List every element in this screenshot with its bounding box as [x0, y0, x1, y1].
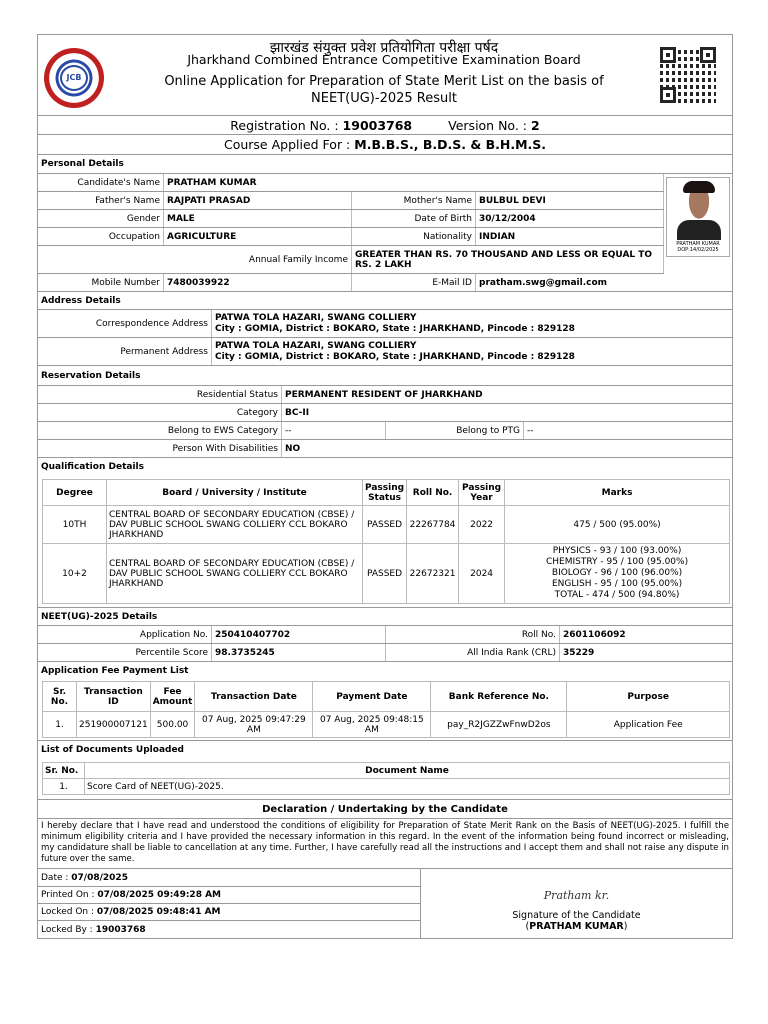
- qr-finder-icon: [660, 47, 676, 63]
- occupation-label: Occupation: [38, 228, 164, 245]
- reservation-section-title: Reservation Details: [38, 366, 732, 386]
- marks-line: BIOLOGY - 96 / 100 (96.00%): [551, 568, 683, 578]
- locked-by-value: 19003768: [95, 925, 146, 935]
- neet-app-value: 250410407702: [212, 626, 386, 643]
- version-number: 2: [531, 117, 540, 133]
- reg-number: 19003768: [342, 117, 413, 133]
- locked-by-row: [38, 921, 420, 939]
- table-row: [43, 544, 730, 604]
- mother-value: BULBUL DEVI: [476, 192, 664, 209]
- qual-year: 2024: [459, 544, 505, 604]
- candidate-photo: [666, 177, 730, 257]
- candidate-name-row: [38, 174, 664, 192]
- fee-header: Transaction ID: [77, 682, 151, 712]
- rank-label: All India Rank (CRL): [386, 644, 560, 661]
- mother-label: Mother's Name: [352, 192, 476, 209]
- course-value: M.B.B.S., B.D.S. & B.H.M.S.: [354, 137, 547, 152]
- logo-text: JCB: [60, 65, 88, 91]
- doc-header: Document Name: [85, 763, 730, 779]
- fee-header-row: [43, 682, 730, 712]
- course-row: [38, 135, 732, 155]
- qual-board: CENTRAL BOARD OF SECONDARY EDUCATION (CBSE) / DAV PUBLIC SCHOOL SWANG COLLIERY CCL BOKARO JHARKHAND: [107, 506, 363, 544]
- qual-marks: [505, 544, 730, 604]
- rank-value: 35229: [563, 647, 595, 658]
- locked-by-field: [38, 921, 420, 939]
- ptg-value: --: [527, 425, 534, 436]
- doc-header: Sr. No.: [43, 763, 85, 779]
- qual-degree: 10TH: [43, 506, 107, 544]
- corr-line2: City : GOMIA, District : BOKARO, State : JHARKHAND, Pincode : 829128: [215, 323, 575, 334]
- qualification-section-title: Qualification Details: [41, 462, 144, 472]
- income-label: Annual Family Income: [38, 246, 352, 273]
- address-section-title: Address Details: [38, 292, 732, 310]
- signature-name-wrap: (PRATHAM KUMAR): [525, 921, 628, 932]
- qual-degree: 10+2: [43, 544, 107, 604]
- signature-label: Signature of the Candidate: [512, 910, 641, 921]
- perm-value: [212, 338, 732, 365]
- corr-line1: PATWA TOLA HAZARI, SWANG COLLIERY: [215, 312, 417, 323]
- permanent-row: [38, 338, 732, 366]
- qr-finder-icon: [700, 47, 716, 63]
- subtitle-line2: NEET(UG)-2025 Result: [311, 91, 457, 106]
- qual-header: Roll No.: [407, 480, 459, 506]
- qual-status: PASSED: [363, 506, 407, 544]
- mobile-value: 7480039922: [164, 274, 352, 291]
- application-form: [37, 34, 733, 939]
- ews-value: --: [282, 422, 386, 439]
- corr-label: Correspondence Address: [38, 310, 212, 337]
- qual-status: PASSED: [363, 544, 407, 604]
- locked-by-label: Locked By :: [41, 925, 93, 935]
- version-label: Version No. :: [448, 117, 528, 133]
- fee-purpose: Application Fee: [567, 712, 730, 738]
- qual-year: 2022: [459, 506, 505, 544]
- income-value: GREATER THAN RS. 70 THOUSAND AND LESS OR EQUAL TO RS. 2 LAKH: [352, 246, 664, 273]
- photo-hair: [683, 181, 715, 193]
- ptg-label: Belong to PTG: [386, 422, 524, 439]
- printed-value: 07/08/2025 09:49:28 AM: [97, 890, 222, 900]
- residential-row: [38, 386, 732, 404]
- fee-header: Bank Reference No.: [431, 682, 567, 712]
- title-hindi: झारखंड संयुक्त प्रवेश प्रतियोगिता परीक्षा पर्षद: [269, 40, 499, 56]
- marks-line: TOTAL - 474 / 500 (94.80%): [554, 590, 680, 600]
- occupation-value: AGRICULTURE: [164, 228, 352, 245]
- father-label: Father's Name: [38, 192, 164, 209]
- printed-row: [38, 887, 420, 904]
- pwd-row: [38, 440, 732, 458]
- subtitle-line1: Online Application for Preparation of State Merit List on the basis of: [164, 74, 604, 89]
- title-english: Jharkhand Combined Entrance Competitive Examination Board: [187, 52, 581, 67]
- date-field: [38, 869, 420, 886]
- mobile-label: Mobile Number: [38, 274, 164, 291]
- fee-amount: 500.00: [150, 712, 195, 738]
- marks-line: ENGLISH - 95 / 100 (95.00%): [551, 579, 683, 589]
- neet-app-row: [38, 626, 732, 644]
- qual-header: Passing Year: [459, 480, 505, 506]
- fee-header: Fee Amount: [150, 682, 195, 712]
- form-header: [38, 35, 732, 116]
- perm-line2: City : GOMIA, District : BOKARO, State : JHARKHAND, Pincode : 829128: [215, 351, 575, 362]
- qualification-header-row: [43, 480, 730, 506]
- candidate-name-label: Candidate's Name: [38, 174, 164, 191]
- gender-label: Gender: [38, 210, 164, 227]
- doc-name: Score Card of NEET(UG)-2025.: [85, 779, 730, 795]
- signature-block: [420, 869, 732, 939]
- course-label: Course Applied For :: [223, 137, 351, 152]
- qual-header: Passing Status: [363, 480, 407, 506]
- qr-code-icon: [660, 47, 716, 103]
- qualification-table: [42, 479, 730, 604]
- declaration-text: I hereby declare that I have read and understood the conditions of eligibility for Preparation of State Merit Rank on the Basis of NEET(UG)-2025. I fulfill the minimum eligibility criteria and I have provided the necessary information in this regard. In the event of the information being found incorrect or misleading, my candidature shall be liable to cancellation at any time. Further, I have carefully read all the instructions and I accept them and shall not raise any dispute in future over the same.: [38, 819, 732, 869]
- nationality-label: Nationality: [352, 228, 476, 245]
- fee-header: Purpose: [567, 682, 730, 712]
- income-row: [38, 246, 664, 274]
- photo-caption-date: DOP:14/02/2025: [677, 247, 719, 253]
- qual-roll: 22267784: [407, 506, 459, 544]
- fee-sr: 1.: [43, 712, 77, 738]
- corr-value: [212, 310, 732, 337]
- declaration-title: Declaration / Undertaking by the Candidate: [38, 800, 732, 819]
- neet-roll-label: Roll No.: [386, 626, 560, 643]
- documents-table: [42, 762, 730, 795]
- locked-on-field: [38, 904, 420, 920]
- printed-field: [38, 887, 420, 903]
- table-row: [43, 779, 730, 795]
- perm-label: Permanent Address: [38, 338, 212, 365]
- qual-header: Board / University / Institute: [107, 480, 363, 506]
- signature-image: Pratham kr.: [543, 889, 610, 902]
- qual-header: Marks: [505, 480, 730, 506]
- category-value: BC-II: [285, 407, 310, 418]
- percentile-value: 98.3735245: [212, 644, 386, 661]
- fee-txn-date: 07 Aug, 2025 09:47:29 AM: [195, 712, 313, 738]
- fee-table: [42, 681, 730, 738]
- parents-row: [38, 192, 664, 210]
- qual-board: CENTRAL BOARD OF SECONDARY EDUCATION (CBSE) / DAV PUBLIC SCHOOL SWANG COLLIERY CCL BOKARO JHARKHAND: [107, 544, 363, 604]
- neet-app-label: Application No.: [38, 626, 212, 643]
- category-row: [38, 404, 732, 422]
- category-label: Category: [38, 404, 282, 421]
- neet-section-title: NEET(UG)-2025 Details: [38, 608, 732, 626]
- date-row: [38, 869, 420, 887]
- qual-roll: 22672321: [407, 544, 459, 604]
- table-row: [43, 712, 730, 738]
- reg-label: Registration No. :: [230, 117, 339, 133]
- date-value: 07/08/2025: [71, 872, 128, 883]
- dob-value: 30/12/2004: [476, 210, 664, 227]
- pwd-label: Person With Disabilities: [38, 440, 282, 457]
- photo-shirt: [677, 220, 721, 240]
- qual-header: Degree: [43, 480, 107, 506]
- ews-label: Belong to EWS Category: [38, 422, 282, 439]
- registration-row: [38, 116, 732, 135]
- photo-caption-name: PRATHAM KUMAR: [676, 241, 720, 247]
- fee-bank-ref: pay_R2JGZZwFnwD2os: [431, 712, 567, 738]
- father-value: RAJPATI PRASAD: [164, 192, 352, 209]
- qr-finder-icon: [660, 87, 676, 103]
- marks-line: PHYSICS - 93 / 100 (93.00%): [552, 546, 682, 556]
- ews-ptg-row: [38, 422, 732, 440]
- form-subtitle: [108, 73, 660, 107]
- residential-label: Residential Status: [38, 386, 282, 403]
- pwd-value: NO: [285, 443, 301, 454]
- contact-row: [38, 274, 732, 292]
- candidate-name-value: PRATHAM KUMAR: [164, 174, 664, 191]
- doc-sr: 1.: [43, 779, 85, 795]
- gender-value: MALE: [164, 210, 352, 227]
- photo-caption: [667, 241, 729, 253]
- locked-on-value: 07/08/2025 09:48:41 AM: [96, 907, 221, 917]
- occupation-row: [38, 228, 664, 246]
- table-row: [43, 506, 730, 544]
- fee-section-title: Application Fee Payment List: [41, 666, 189, 676]
- percentile-label: Percentile Score: [38, 644, 212, 661]
- printed-label: Printed On :: [41, 890, 95, 900]
- documents-header-row: [43, 763, 730, 779]
- nationality-value: INDIAN: [476, 228, 664, 245]
- fee-txn: 251900007121: [77, 712, 151, 738]
- fee-header: Sr. No.: [43, 682, 77, 712]
- email-value: pratham.swg@gmail.com: [479, 277, 608, 288]
- personal-section-title: Personal Details: [38, 155, 732, 174]
- dob-label: Date of Birth: [352, 210, 476, 227]
- fee-header: Payment Date: [313, 682, 431, 712]
- gender-row: [38, 210, 664, 228]
- date-label: Date :: [41, 872, 69, 883]
- signature-name: PRATHAM KUMAR: [529, 921, 624, 932]
- neet-roll-value: 2601106092: [563, 629, 626, 640]
- qual-marks: 475 / 500 (95.00%): [505, 506, 730, 544]
- residential-value: PERMANENT RESIDENT OF JHARKHAND: [285, 389, 483, 400]
- documents-section-title: List of Documents Uploaded: [41, 745, 185, 755]
- fee-header: Transaction Date: [195, 682, 313, 712]
- locked-on-row: [38, 904, 420, 921]
- marks-line: CHEMISTRY - 95 / 100 (95.00%): [545, 557, 689, 567]
- board-logo: [44, 48, 104, 108]
- perm-line1: PATWA TOLA HAZARI, SWANG COLLIERY: [215, 340, 417, 351]
- fee-pay-date: 07 Aug, 2025 09:48:15 AM: [313, 712, 431, 738]
- locked-on-label: Locked On :: [41, 907, 94, 917]
- email-label: E-Mail ID: [352, 274, 476, 291]
- neet-score-row: [38, 644, 732, 662]
- correspondence-row: [38, 310, 732, 338]
